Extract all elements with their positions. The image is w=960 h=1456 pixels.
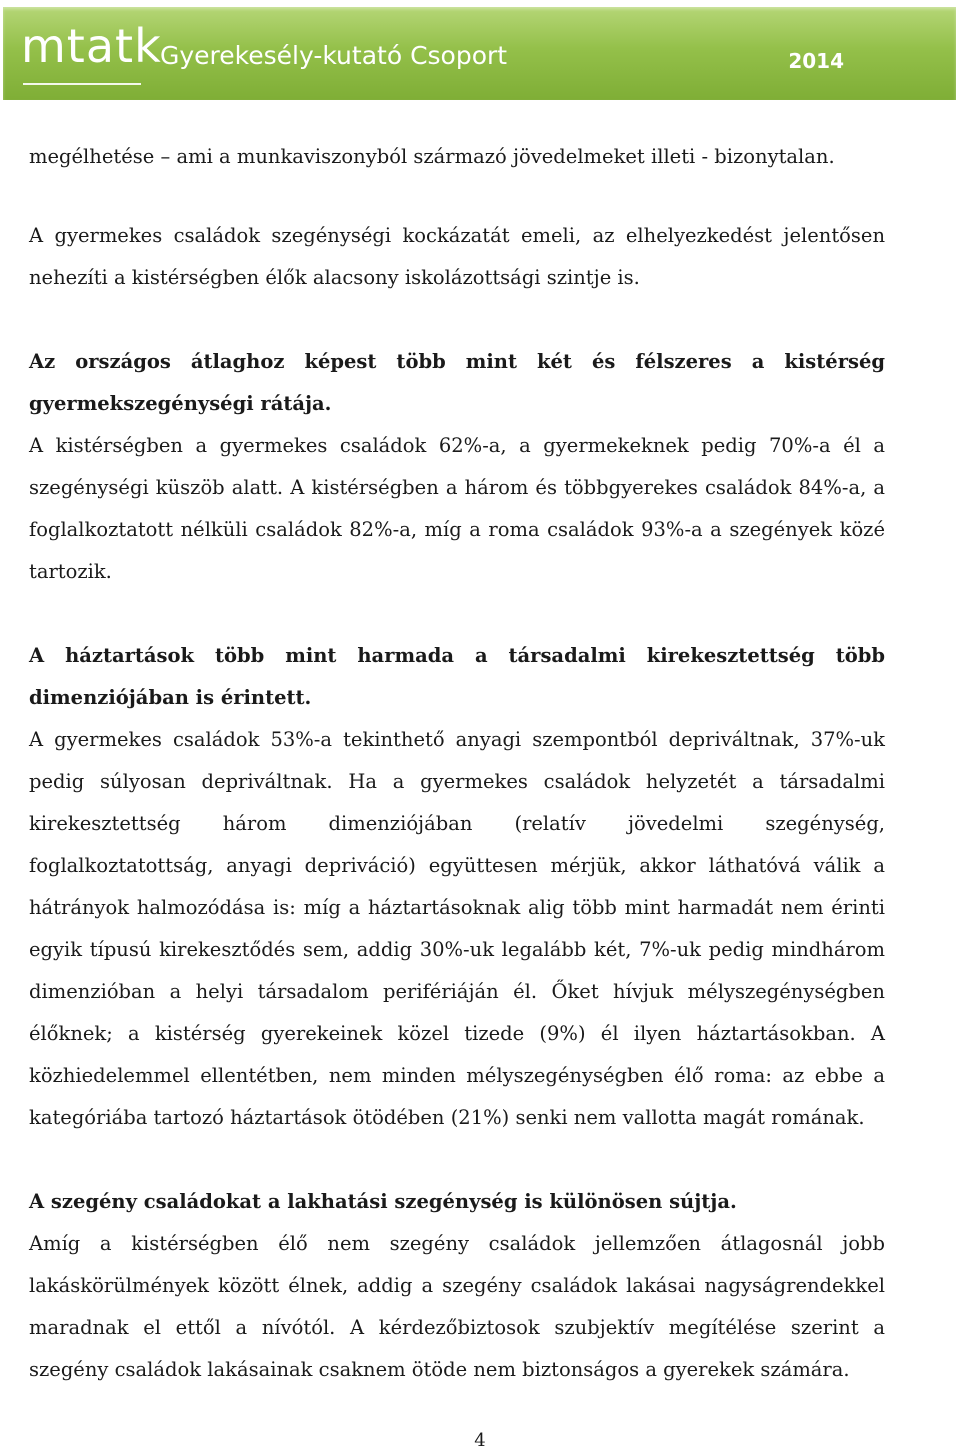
heading-1 bbox=[29, 341, 885, 425]
heading-3 bbox=[29, 1181, 885, 1223]
heading-3-text: A szegény családokat a lakhatási szegénység is különösen sújtja. bbox=[29, 1190, 737, 1213]
heading-1-text: Az országos átlaghoz képest több mint két és félszeres a kistérség gyermekszegénységi rátája. bbox=[29, 350, 885, 415]
paragraph-3: A kistérségben a gyermekes családok 62%-a, a gyermekeknek pedig 70%-a él a szegénységi küszöb alatt. A kistérségben a három és többgyerekes családok 84%-a, a foglalkoztatott nélküli családok 82%-a, míg a roma családok 93%-a a szegények közé tartozik. bbox=[29, 434, 885, 583]
group-name: Gyerekesély-kutató Csoport bbox=[160, 41, 508, 70]
heading-2 bbox=[29, 635, 885, 719]
paragraph-4: A gyermekes családok 53%-a tekinthető anyagi szempontból depriváltnak, 37%-uk pedig súlyosan depriváltnak. Ha a gyermekes családok helyzetét a társadalmi kirekesztettség három dimenziójában (relatív jövedelmi szegénység, foglalkoztatottság, anyagi depriváció) együttesen mérjük, akkor láthatóvá válik a hátrányok halmozódása is: míg a háztartásoknak alig több mint harmadát nem érinti egyik típusú kirekesztődés sem, addig 30%-uk legalább két, 7%-uk pedig mindhárom dimenzióban a helyi társadalom perifériáján él. Őket hívjuk mélyszegénységben élőknek; a kistérség gyerekeinek közel tizede (9%) él ilyen háztartásokban. A közhiedelemmel ellentétben, nem minden mélyszegénységben élő roma: az ebbe a kategóriába tartozó háztartások ötödében (21%) senki nem vallotta magát romának. bbox=[29, 728, 885, 1129]
header-banner bbox=[3, 7, 956, 100]
logo-divider bbox=[23, 83, 141, 85]
paragraph-1: megélhetése – ami a munkaviszonyból származó jövedelmeket illeti - bizonytalan. bbox=[29, 145, 835, 168]
page-number: 4 bbox=[474, 1430, 486, 1451]
logo: mtatk bbox=[21, 19, 162, 73]
paragraph-2: A gyermekes családok szegénységi kockázatát emeli, az elhelyezkedést jelentősen nehezíti a kistérségben élők alacsony iskolázottsági szintje is. bbox=[29, 224, 885, 289]
paragraph-5: Amíg a kistérségben élő nem szegény családok jellemzően átlagosnál jobb lakáskörülmények között élnek, addig a szegény családok lakásai nagyságrendekkel maradnak el ettől a nívótól. A kérdezőbiztosok szubjektív megítélése szerint a szegény családok lakásainak csaknem ötöde nem biztonságos a gyerekek számára. bbox=[29, 1232, 885, 1381]
heading-2-text: A háztartások több mint harmada a társadalmi kirekesztettség több dimenziójában is érintett. bbox=[29, 644, 885, 709]
document-body bbox=[29, 136, 885, 1391]
header-year: 2014 bbox=[788, 49, 844, 73]
